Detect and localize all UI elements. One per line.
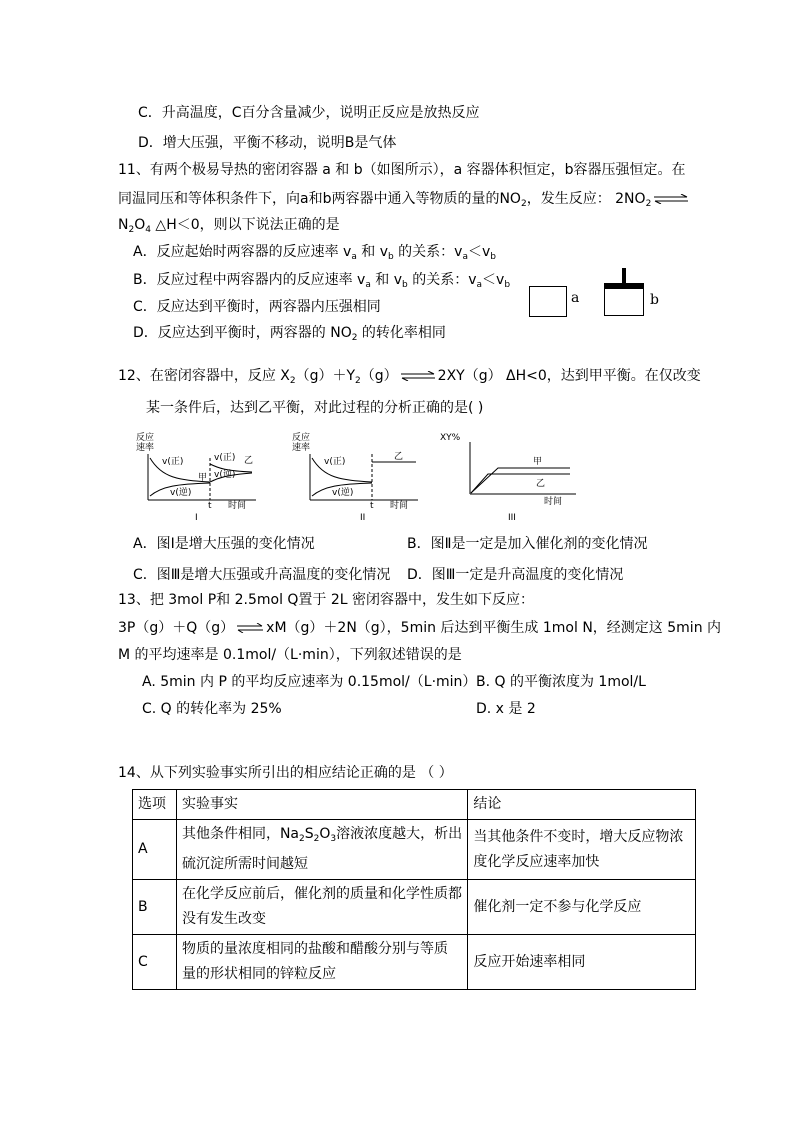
table-row (133, 880, 696, 935)
q13-option-c: C. Q 的转化率为 25% (142, 701, 282, 717)
q13-option-a: A. 5min 内 P 的平均反应速率为 0.15mol/（L·min） (142, 674, 477, 690)
chart-ii-label-yi: 乙 (394, 452, 404, 462)
q10-option-d: D．增大压强，平衡不移动，说明B是气体 (138, 135, 397, 151)
container-b-label: b (650, 292, 659, 308)
q12-option-c: C．图Ⅲ是增大压强或升高温度的变化情况 (133, 567, 391, 583)
q13-stem-line1: 13、把 3mol P和 2.5mol Q置于 2L 密闭容器中，发生如下反应： (118, 592, 535, 608)
q13-stem-line3: M 的平均速率是 0.1mol/（L·min），下列叙述错误的是 (118, 647, 462, 663)
chart-i-label-rev2: v(逆) (214, 470, 236, 480)
chart-ii-xlabel: 时间 (390, 501, 409, 511)
table-cell-option: A (133, 820, 177, 880)
container-a-label: a (571, 290, 580, 306)
table-row (133, 935, 696, 990)
equilibrium-arrow-icon (401, 371, 435, 381)
q13-option-b: B. Q 的平衡浓度为 1mol/L (476, 674, 646, 690)
q12-option-b: B．图Ⅱ是一定是加入催化剂的变化情况 (407, 536, 648, 552)
equilibrium-arrow-icon (654, 194, 688, 204)
chart-i-label-jia: 甲 (198, 473, 208, 483)
chart-ii-caption: II (360, 513, 366, 522)
chart-i-ylabel-2: 速率 (136, 443, 155, 453)
chart-iii-xlabel: 时间 (544, 497, 563, 507)
equilibrium-arrow-icon (237, 623, 263, 633)
q14-table (132, 789, 696, 990)
chart-i-label-fwd2: v(正) (214, 453, 236, 463)
chart-ii-ylabel-1: 反应 (292, 433, 311, 443)
table-cell-option: C (133, 935, 177, 990)
chart-i-label-t: t (208, 501, 212, 511)
chart-iii-caption: III (508, 513, 516, 522)
chart-ii-label-fwd: v(正) (324, 457, 346, 467)
container-a (529, 286, 567, 317)
chart-iii-label-yi: 乙 (536, 479, 546, 489)
chart-i-caption: I (195, 513, 198, 522)
q11-option-c: C．反应达到平衡时，两容器内压强相同 (133, 299, 381, 315)
table-cell-fact: 在化学反应前后，催化剂的质量和化学性质都 没有发生改变 (176, 880, 467, 935)
q11-stem-line2: 同温同压和等体积条件下，向a和b两容器中通入等物质的量的$NO_2$，发生反应： $2NO_2$ (118, 189, 691, 214)
table-header-option: 选项 (133, 790, 177, 820)
q11-stem-line3: $N_2O_4$ △H＜0，则以下说法正确的是 (118, 217, 340, 235)
chart-ii-label-rev: v(逆) (332, 488, 354, 498)
q12-option-a: A．图Ⅰ是增大压强的变化情况 (133, 536, 315, 552)
chart-i-label-fwd: v(正) (162, 457, 184, 467)
q13-option-d: D. x 是 2 (476, 701, 536, 717)
chart-ii (290, 430, 430, 522)
chart-i-label-rev: v(逆) (170, 488, 192, 498)
q11-stem-line1: 11、有两个极易导热的密闭容器 a 和 b（如图所示），a 容器体积恒定，b容器压强恒定。在 (118, 162, 686, 178)
table-cell-fact: 其他条件相同，$Na_2S_2O_3$溶液浓度越大，析出 硫沉淀所需时间越短 (176, 820, 467, 880)
table-cell-conclusion: 反应开始速率相同 (468, 935, 696, 990)
chart-i (128, 430, 268, 522)
chart-iii-yi-curve (471, 474, 570, 493)
chart-i-label-yi: 乙 (244, 456, 254, 466)
table-cell-conclusion: 催化剂一定不参与化学反应 (468, 880, 696, 935)
q10-option-c: C．升高温度，C百分含量减少，说明正反应是放热反应 (138, 105, 480, 121)
container-b (604, 285, 644, 316)
q12-option-d: D．图Ⅲ一定是升高温度的变化情况 (407, 567, 624, 583)
q12-stem-line2: 某一条件后，达到乙平衡，对此过程的分析正确的是( ) (146, 400, 484, 416)
table-cell-option: B (133, 880, 177, 935)
q11-option-b: B．反应过程中两容器内的反应速率 $v_a$ 和 $v_b$ 的关系：$v_a<v_b$ (133, 272, 511, 290)
q14-stem: 14、从下列实验事实所引出的相应结论正确的是 （ ） (118, 765, 453, 781)
table-cell-fact: 物质的量浓度相同的盐酸和醋酸分别与等质 量的形状相同的锌粒反应 (176, 935, 467, 990)
chart-ii-ylabel-2: 速率 (292, 443, 311, 453)
q13-stem-line2: 3P（g）＋Q（g） xM（g）＋2N（g），5min 后达到平衡生成 1mol N，经测定这 5min 内 (118, 620, 722, 636)
table-cell-conclusion: 当其他条件不变时，增大反应物浓 度化学反应速率加快 (468, 820, 696, 880)
table-row (133, 820, 696, 880)
chart-i-xlabel: 时间 (228, 501, 247, 511)
q11-option-a: A．反应起始时两容器的反应速率 $v_a$ 和 $v_b$ 的关系：$v_a<v_b$ (133, 244, 497, 262)
q11-option-d: D．反应达到平衡时，两容器的 $NO_2$ 的转化率相同 (133, 325, 446, 343)
chart-i-ylabel-1: 反应 (136, 433, 155, 443)
table-header-row (133, 790, 696, 820)
q12-stem-line1: 12、在密闭容器中，反应 $X_2(g)+Y_2(g)$ 2XY（g） ΔH<0，达到甲平衡。在仅改变 (118, 368, 701, 386)
chart-iii (440, 430, 580, 522)
chart-iii-label-jia: 甲 (533, 457, 543, 467)
container-b-piston-rod (622, 268, 626, 284)
chart-iii-jia-curve (471, 468, 570, 493)
table-header-fact: 实验事实 (176, 790, 467, 820)
chart-ii-label-t: t (370, 501, 374, 511)
chart-iii-ylabel: XY% (440, 433, 461, 443)
table-header-conclusion: 结论 (468, 790, 696, 820)
